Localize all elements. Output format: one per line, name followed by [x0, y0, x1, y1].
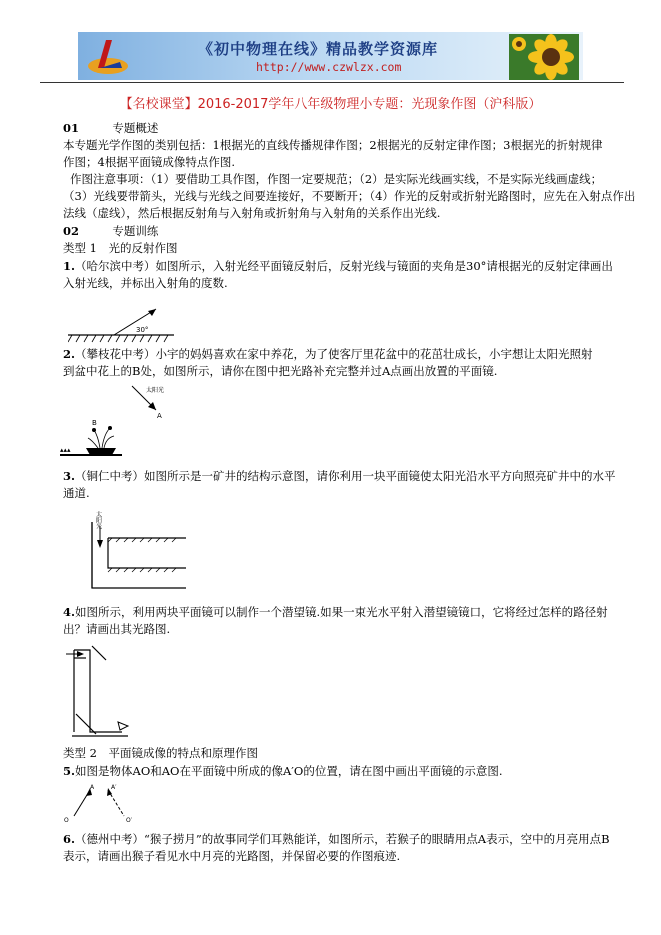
banner-url[interactable]: http://www.czwlzx.com — [256, 60, 402, 74]
question-3-line1 — [63, 468, 629, 485]
eye-icon — [118, 722, 128, 730]
sun-label: 太阳光 — [146, 387, 165, 394]
question-4-line2: 出？请画出其光路图. — [63, 622, 171, 636]
type1-heading: 类型 1 光的反射作图 — [63, 241, 178, 255]
header-rule — [40, 82, 624, 83]
question-1-line1 — [63, 258, 629, 275]
overview-para2-line3: 法线（虚线），然后根据反射角与入射角或折射角与入射角的关系作出光线. — [63, 206, 441, 220]
sunflower-icon — [509, 34, 579, 80]
question-5-line1 — [63, 763, 629, 780]
overview-para2-line2: （3）光线要带箭头，光线与光线之间要连接好，不要断开；（4）作光的反射或折射光路图时，应先在入射点作出 — [63, 189, 636, 203]
question-2-line1 — [63, 346, 629, 363]
point-b-label: B — [92, 419, 97, 427]
q1-mirror-figure — [68, 295, 178, 343]
header-banner — [78, 32, 583, 80]
section-number: 02 — [63, 224, 80, 238]
q5-image-figure — [60, 780, 160, 824]
question-number: 3. — [63, 469, 76, 483]
question-text: （攀枝花中考）小宇的妈妈喜欢在家中养花，为了使客厅里花盆中的花茁壮成长，小宇想让太阳光照射 — [75, 347, 593, 361]
question-number: 1. — [63, 259, 76, 273]
q3-mine-shaft-figure — [82, 502, 192, 594]
question-text: 如图是物体AO和AO在平面镜中所成的像A′O的位置，请在图中画出平面镜的示意图. — [75, 764, 503, 778]
point-a-label: A — [157, 412, 162, 420]
q4-periscope-figure — [62, 640, 142, 738]
type2-heading: 类型 2 平面镜成像的特点和原理作图 — [63, 746, 258, 760]
question-number: 6. — [63, 832, 76, 846]
site-logo-icon — [86, 38, 130, 76]
question-4-line1 — [63, 604, 629, 621]
question-text: （哈尔滨中考）如图所示，入射光经平面镜反射后，反射光线与镜面的夹角是30°请根据光的反射定律画出 — [75, 259, 613, 273]
question-3-line2: 通道. — [63, 486, 90, 500]
section-title: 专题训练 — [112, 224, 159, 238]
ground-hatch: ▴▴▴ — [60, 446, 71, 454]
angle-label: 30° — [136, 326, 149, 334]
document-title: 【名校课堂】2016-2017学年八年级物理小专题：光现象作图（沪科版） — [119, 97, 542, 112]
question-2-line2: 到盆中花上的B处，如图所示，请你在图中把光路补充完整并过A点画出放置的平面镜. — [63, 364, 498, 378]
point-a-prime-label: A′ — [111, 784, 117, 791]
overview-para2-line1: 作图注意事项：（1）要借助工具作图，作图一定要规范；（2）是实际光线画实线，不是实际光线画虚线； — [70, 172, 603, 186]
question-text: （铜仁中考）如图所示是一矿井的结构示意图，请你利用一块平面镜使太阳光沿水平方向照亮矿井中的水平 — [75, 469, 616, 483]
section-title: 专题概述 — [112, 121, 159, 135]
section-heading-overview — [63, 120, 629, 137]
section-number: 01 — [63, 121, 80, 135]
question-number: 2. — [63, 347, 76, 361]
overview-para1-line1: 本专题光学作图的类别包括：1根据光的直线传播规律作图；2根据光的反射定律作图；3根据光的折射规律 — [63, 138, 603, 152]
question-6-line2: 表示，请画出猴子看见水中月亮的光路图，并保留必要的作图痕迹. — [63, 849, 401, 863]
question-number: 5. — [63, 764, 76, 778]
question-number: 4. — [63, 605, 76, 619]
overview-para1-line2: 作图；4根据平面镜成像特点作图. — [63, 155, 235, 169]
point-o-prime-label: O′ — [126, 817, 133, 824]
sun-label: 太阳光 — [94, 511, 102, 529]
question-text: （德州中考）“猴子捞月”的故事同学们耳熟能详，如图所示，若猴子的眼睛用点A表示，空中的月亮用点B — [75, 832, 610, 846]
point-a-label: A — [90, 784, 95, 791]
q2-sunlight-figure — [60, 378, 180, 458]
section-heading-training — [63, 223, 629, 240]
question-6-line1 — [63, 831, 629, 848]
banner-title: 《初中物理在线》精品教学资源库 — [198, 40, 439, 58]
point-o-label: O — [64, 817, 69, 824]
question-text: 如图所示，利用两块平面镜可以制作一个潜望镜.如果一束光水平射入潜望镜镜口，它将经过怎样的路径射 — [75, 605, 608, 619]
question-1-line2: 入射光线，并标出入射角的度数. — [63, 276, 228, 290]
